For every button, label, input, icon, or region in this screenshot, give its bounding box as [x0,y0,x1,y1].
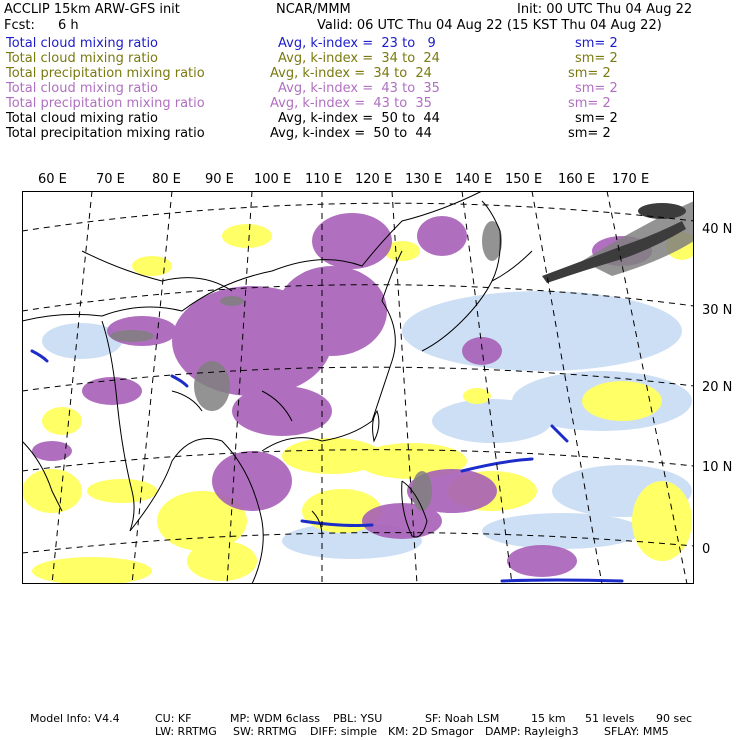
field-name: Total cloud mixing ratio [6,51,159,66]
lon-label: 70 E [96,172,125,187]
field-name: Total precipitation mixing ratio [6,66,205,81]
lon-label: 110 E [305,172,343,187]
field-name: Total precipitation mixing ratio [6,96,205,111]
field-avg: Avg, k-index = 34 to 24 [278,51,440,66]
footer-mp: MP: WDM 6class [230,712,320,725]
title-left: ACCLIP 15km ARW-GFS init [4,2,180,17]
init-time: Init: 00 UTC Thu 04 Aug 22 [517,2,693,17]
valid-time: Valid: 06 UTC Thu 04 Aug 22 (15 KST Thu 04 Aug 22) [317,18,662,33]
field-sm: sm= 2 [575,51,618,66]
lat-label: 30 N [702,303,733,318]
lon-label: 170 E [612,172,650,187]
field-sm: sm= 2 [568,96,611,111]
footer-sf: SF: Noah LSM [425,712,500,725]
footer-timestep: 90 sec [656,712,693,725]
footer-sflay: SFLAY: MM5 [604,725,669,738]
field-sm: sm= 2 [568,66,611,81]
footer-diff: DIFF: simple [310,725,378,738]
footer-levels: 51 levels [585,712,635,725]
field-avg: Avg, k-index = 23 to 9 [278,36,436,51]
field-sm: sm= 2 [568,126,611,141]
lon-label: 120 E [355,172,393,187]
field-name: Total cloud mixing ratio [6,81,159,96]
lon-label: 150 E [505,172,543,187]
footer-pbl: PBL: YSU [333,712,383,725]
lat-label: 20 N [702,380,733,395]
field-sm: sm= 2 [575,81,618,96]
field-name: Total cloud mixing ratio [6,36,159,51]
fcst-value: 6 h [58,18,79,33]
fcst-label: Fcst: [4,18,35,33]
lon-label: 100 E [254,172,292,187]
footer-resolution: 15 km [531,712,566,725]
field-avg: Avg, k-index = 43 to 35 [270,96,432,111]
lon-label: 140 E [455,172,493,187]
lon-label: 60 E [38,172,67,187]
lat-label: 40 N [702,222,733,237]
footer-damp: DAMP: Rayleigh3 [485,725,579,738]
title-center: NCAR/MMM [276,2,351,17]
weather-map [22,191,694,584]
lon-label: 160 E [558,172,596,187]
field-sm: sm= 2 [575,36,618,51]
field-avg: Avg, k-index = 50 to 44 [278,111,440,126]
lon-label: 90 E [205,172,234,187]
lon-label: 80 E [152,172,181,187]
footer-km: KM: 2D Smagor [388,725,474,738]
footer-model-info: Model Info: V4.4 [30,712,120,725]
footer-cu: CU: KF [155,712,192,725]
lat-label: 10 N [702,460,733,475]
footer-lw: LW: RRTMG [155,725,217,738]
field-avg: Avg, k-index = 34 to 24 [270,66,432,81]
field-sm: sm= 2 [575,111,618,126]
footer-sw: SW: RRTMG [233,725,297,738]
field-avg: Avg, k-index = 50 to 44 [270,126,432,141]
field-name: Total precipitation mixing ratio [6,126,205,141]
field-name: Total cloud mixing ratio [6,111,159,126]
lon-label: 130 E [405,172,443,187]
field-avg: Avg, k-index = 43 to 35 [278,81,440,96]
lat-label: 0 [702,542,711,557]
